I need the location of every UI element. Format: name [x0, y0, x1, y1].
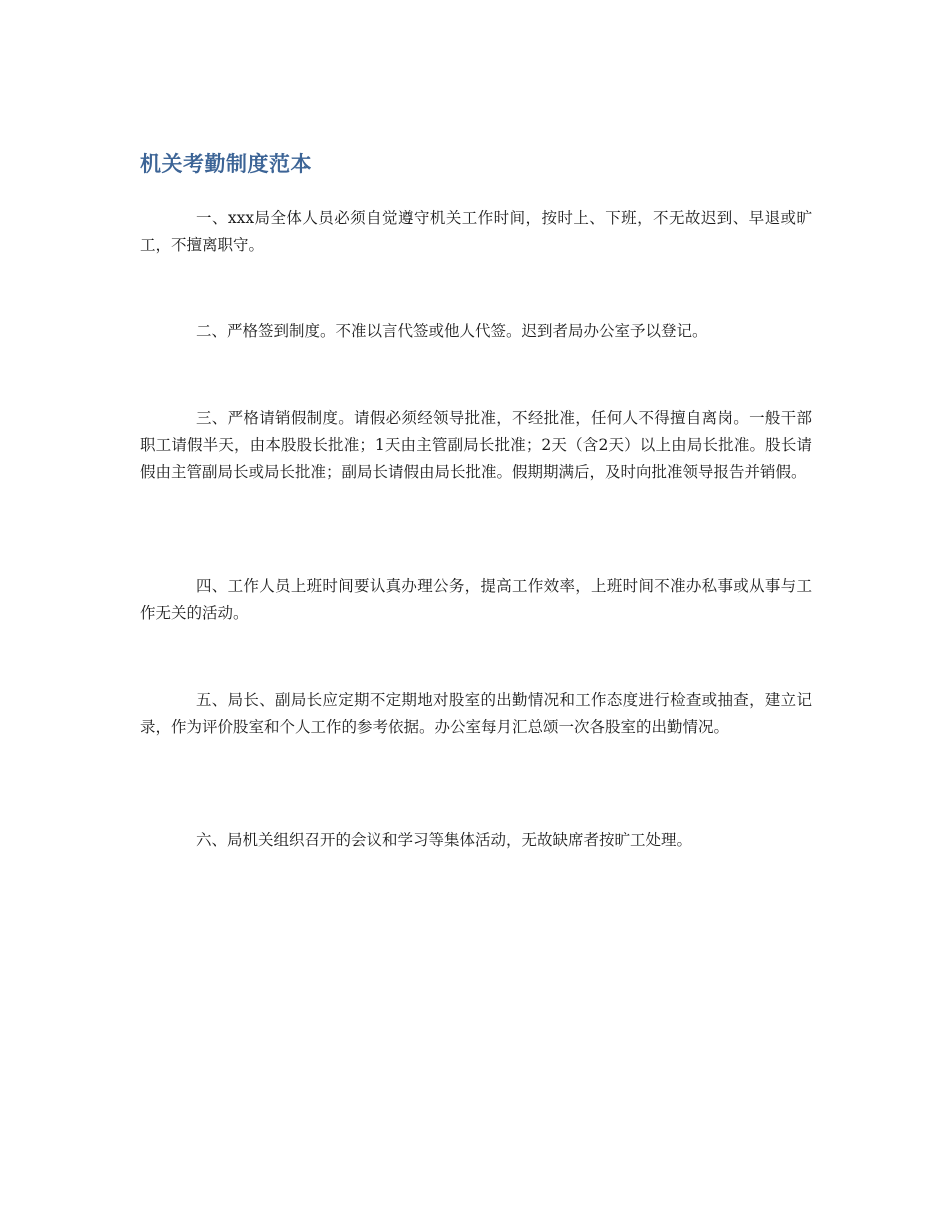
paragraph-2: 二、严格签到制度。不准以言代签或他人代签。迟到者局办公室予以登记。 — [196, 322, 708, 340]
paragraph-5: 五、局长、副局长应定期不定期地对股室的出勤情况和工作态度进行检查或抽查，建立记录，作为评价股室和个人工作的参考依据。办公室每月汇总颂一次各股室的出勤情况。 — [140, 691, 812, 736]
document-title: 机关考勤制度范本 — [140, 152, 312, 176]
paragraph-1: 一、xxx局全体人员必须自觉遵守机关工作时间，按时上、下班，不无故迟到、早退或旷工，不擅离职守。 — [140, 209, 812, 254]
paragraph-4: 四、工作人员上班时间要认真办理公务，提高工作效率，上班时间不准办私事或从事与工作无关的活动。 — [140, 577, 812, 622]
paragraph-6: 六、局机关组织召开的会议和学习等集体活动，无故缺席者按旷工处理。 — [196, 831, 693, 849]
paragraph-3: 三、严格请销假制度。请假必须经领导批准，不经批准，任何人不得擅自离岗。一般干部职工请假半天，由本股股长批准；1天由主管副局长批准；2天（含2天）以上由局长批准。股长请假由主管副局长或局长批准；副局长请假由局长批准。假期期满后，及时向批准领导报告并销假。 — [140, 409, 812, 481]
